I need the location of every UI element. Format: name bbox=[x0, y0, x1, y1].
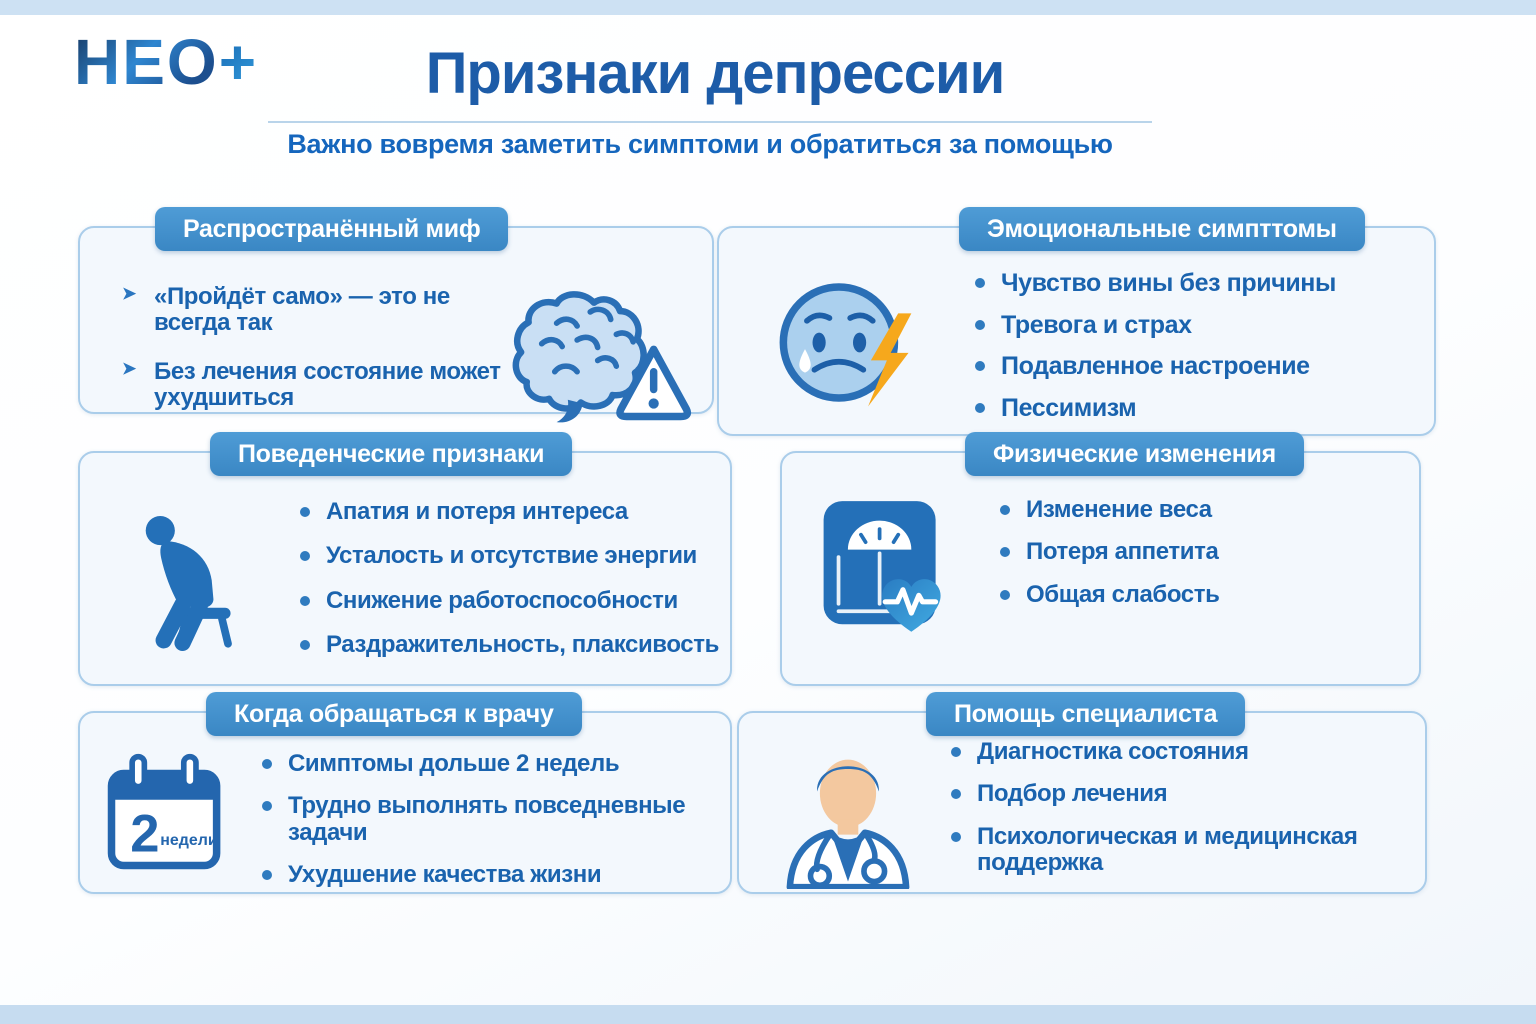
list-item: Пессимизм bbox=[973, 395, 1336, 423]
list-item: Подавленное настроение bbox=[973, 353, 1336, 381]
list-item: Раздражительность, плаксивость bbox=[298, 632, 719, 658]
list-item: Снижение работоспособности bbox=[298, 588, 719, 614]
card-physical-changes bbox=[780, 439, 1421, 686]
logo-text: НЕО bbox=[74, 26, 219, 98]
card-title-badge: Когда обращаться к врачу bbox=[206, 692, 582, 736]
calendar-icon bbox=[104, 751, 226, 878]
card-when-to-see-doctor bbox=[78, 699, 732, 894]
logo-plus-icon: + bbox=[218, 26, 259, 98]
card-specialist-help bbox=[737, 699, 1427, 894]
card-emotional-symptoms bbox=[717, 214, 1436, 436]
list-item: Изменение веса bbox=[998, 497, 1219, 523]
list-item: Апатия и потеря интереса bbox=[298, 499, 719, 525]
card-title-badge: Распространённый миф bbox=[155, 207, 508, 251]
sitting-person-icon bbox=[126, 499, 246, 664]
doctor-timing-list bbox=[260, 751, 722, 905]
page-title: Признаки депрессии bbox=[425, 41, 1005, 106]
emotional-list bbox=[973, 270, 1336, 436]
calendar-label: недели bbox=[160, 831, 218, 849]
list-item: Симптомы дольше 2 недель bbox=[260, 751, 722, 777]
physical-list bbox=[998, 497, 1219, 624]
brain-warning-icon bbox=[502, 284, 698, 429]
list-item: Диагностика состояния bbox=[949, 739, 1417, 765]
list-item: Усталость и отсутствие энергии bbox=[298, 543, 719, 569]
scale-heart-icon bbox=[818, 497, 958, 652]
list-item: Чувство вины без причины bbox=[973, 270, 1336, 298]
list-item: ➤ «Пройдёт само» — это не всегда так bbox=[122, 284, 502, 337]
list-item: Общая слабость bbox=[998, 582, 1219, 608]
bottom-accent-bar bbox=[0, 1005, 1536, 1024]
sad-face-lightning-icon bbox=[773, 270, 933, 420]
card-title-badge: Поведенческие признаки bbox=[210, 432, 572, 476]
subtitle: Важно вовремя заметить симптоми и обратиться за помощью bbox=[287, 129, 1113, 159]
list-item: Тревога и страх bbox=[973, 312, 1336, 340]
myth-list bbox=[122, 284, 502, 412]
top-accent-bar bbox=[0, 0, 1536, 15]
list-item: Трудно выполнять повседневные задачи bbox=[260, 793, 722, 846]
doctor-icon bbox=[773, 739, 923, 894]
card-common-myth bbox=[78, 214, 714, 414]
card-title-badge: Помощь специалиста bbox=[926, 692, 1245, 736]
calendar-number: 2 bbox=[130, 804, 160, 864]
list-item: Психологическая и медицинская поддержка bbox=[949, 824, 1417, 877]
title-divider bbox=[268, 121, 1152, 123]
list-item: Ухудшение качества жизни bbox=[260, 862, 722, 888]
list-item: ➤ Без лечения состояние может ухудшиться bbox=[122, 359, 502, 412]
list-item: Потеря аппетита bbox=[998, 539, 1219, 565]
behavioral-list bbox=[298, 499, 719, 677]
list-item: Подбор лечения bbox=[949, 781, 1417, 807]
card-title-badge: Физические изменения bbox=[965, 432, 1304, 476]
card-behavioral-signs bbox=[78, 439, 732, 686]
card-title-badge: Эмоциональные симпттомы bbox=[959, 207, 1365, 251]
specialist-list bbox=[949, 739, 1417, 893]
